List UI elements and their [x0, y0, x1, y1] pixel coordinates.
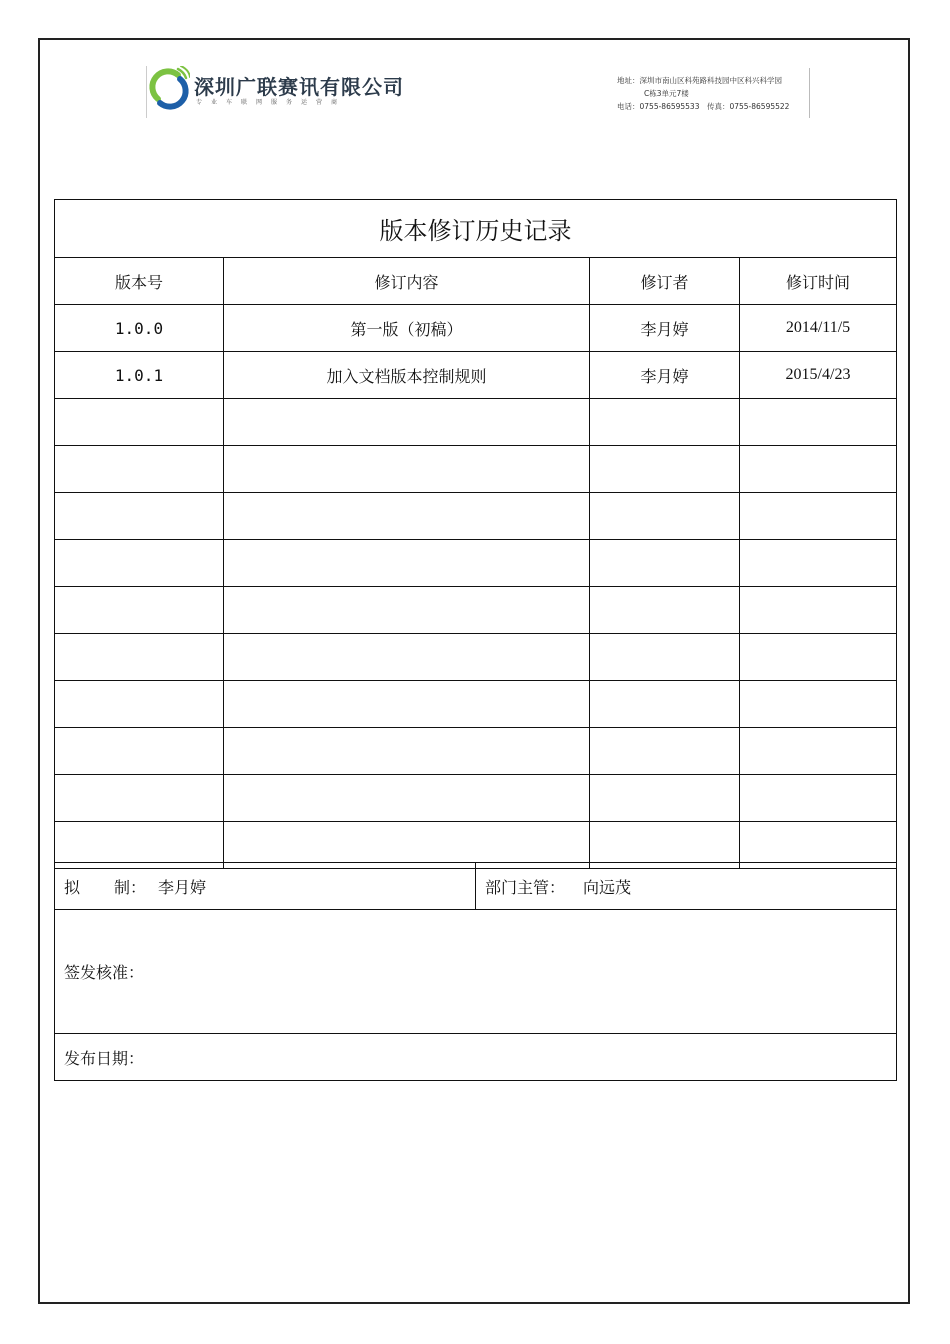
company-logo-icon	[148, 66, 190, 112]
company-contact	[617, 74, 807, 118]
signoff-table	[54, 862, 897, 1081]
empty-cell	[55, 681, 224, 728]
empty-cell	[740, 681, 897, 728]
revision-history-table	[54, 199, 897, 869]
empty-cell	[55, 775, 224, 822]
author-cell: 李月婷	[590, 352, 740, 399]
version-cell: 1.0.1	[55, 352, 224, 399]
empty-cell	[590, 681, 740, 728]
empty-cell	[740, 634, 897, 681]
manager-value: 向远茂	[583, 877, 632, 897]
empty-cell	[590, 587, 740, 634]
empty-table-row	[55, 634, 897, 681]
address-divider	[809, 68, 810, 118]
empty-cell	[55, 493, 224, 540]
header-author: 修订者	[590, 258, 740, 305]
company-logo	[146, 66, 406, 118]
manager-label: 部门主管：	[485, 877, 566, 897]
empty-cell	[740, 493, 897, 540]
drafter-label-a: 拟	[64, 877, 81, 897]
empty-cell	[224, 446, 590, 493]
empty-table-row	[55, 587, 897, 634]
empty-cell	[590, 446, 740, 493]
company-name: 深圳广联赛讯有限公司	[194, 75, 404, 99]
empty-rows	[55, 399, 897, 869]
empty-cell	[590, 775, 740, 822]
empty-table-row	[55, 681, 897, 728]
table-header-row	[55, 258, 897, 305]
content-cell: 第一版（初稿）	[224, 305, 590, 352]
empty-table-row	[55, 493, 897, 540]
logo-divider	[146, 66, 147, 118]
approval-cell	[55, 910, 897, 1034]
table-title: 版本修订历史记录	[55, 200, 897, 258]
empty-cell	[224, 728, 590, 775]
version-cell: 1.0.0	[55, 305, 224, 352]
empty-cell	[55, 540, 224, 587]
empty-table-row	[55, 446, 897, 493]
empty-cell	[55, 446, 224, 493]
company-slogan: 专业车联网服务运营商	[196, 99, 347, 106]
empty-cell	[55, 399, 224, 446]
date-cell: 2014/11/5	[740, 305, 897, 352]
empty-cell	[224, 634, 590, 681]
empty-cell	[740, 587, 897, 634]
drafter-value: 李月婷	[158, 877, 207, 897]
empty-cell	[740, 728, 897, 775]
empty-cell	[740, 399, 897, 446]
empty-table-row	[55, 728, 897, 775]
manager-cell	[476, 863, 897, 910]
content-cell: 加入文档版本控制规则	[224, 352, 590, 399]
drafter-cell	[55, 863, 476, 910]
approval-label: 签发核准：	[64, 963, 145, 982]
empty-cell	[740, 775, 897, 822]
header-version: 版本号	[55, 258, 224, 305]
release-date-label: 发布日期：	[64, 1048, 145, 1068]
address-line-1: 地址：深圳市南山区科苑路科技园中区科兴科学园	[617, 76, 782, 85]
empty-cell	[224, 493, 590, 540]
empty-cell	[590, 540, 740, 587]
header-content: 修订内容	[224, 258, 590, 305]
address-line-2: C栋3单元7楼	[644, 89, 689, 98]
table-row	[55, 352, 897, 399]
empty-table-row	[55, 540, 897, 587]
empty-cell	[224, 681, 590, 728]
empty-cell	[55, 634, 224, 681]
author-cell: 李月婷	[590, 305, 740, 352]
header-date: 修订时间	[740, 258, 897, 305]
empty-cell	[224, 540, 590, 587]
drafter-label-b: 制：	[114, 877, 147, 897]
empty-cell	[590, 399, 740, 446]
empty-cell	[55, 728, 224, 775]
table-row	[55, 305, 897, 352]
release-date-cell	[55, 1034, 897, 1081]
empty-cell	[740, 540, 897, 587]
empty-cell	[224, 587, 590, 634]
empty-cell	[590, 728, 740, 775]
empty-cell	[224, 399, 590, 446]
empty-cell	[224, 775, 590, 822]
empty-cell	[590, 493, 740, 540]
empty-table-row	[55, 775, 897, 822]
contact-line: 电话：0755-86595533 传真：0755-86595522	[617, 102, 790, 111]
date-cell: 2015/4/23	[740, 352, 897, 399]
empty-cell	[55, 587, 224, 634]
empty-cell	[740, 446, 897, 493]
empty-table-row	[55, 399, 897, 446]
empty-cell	[590, 634, 740, 681]
